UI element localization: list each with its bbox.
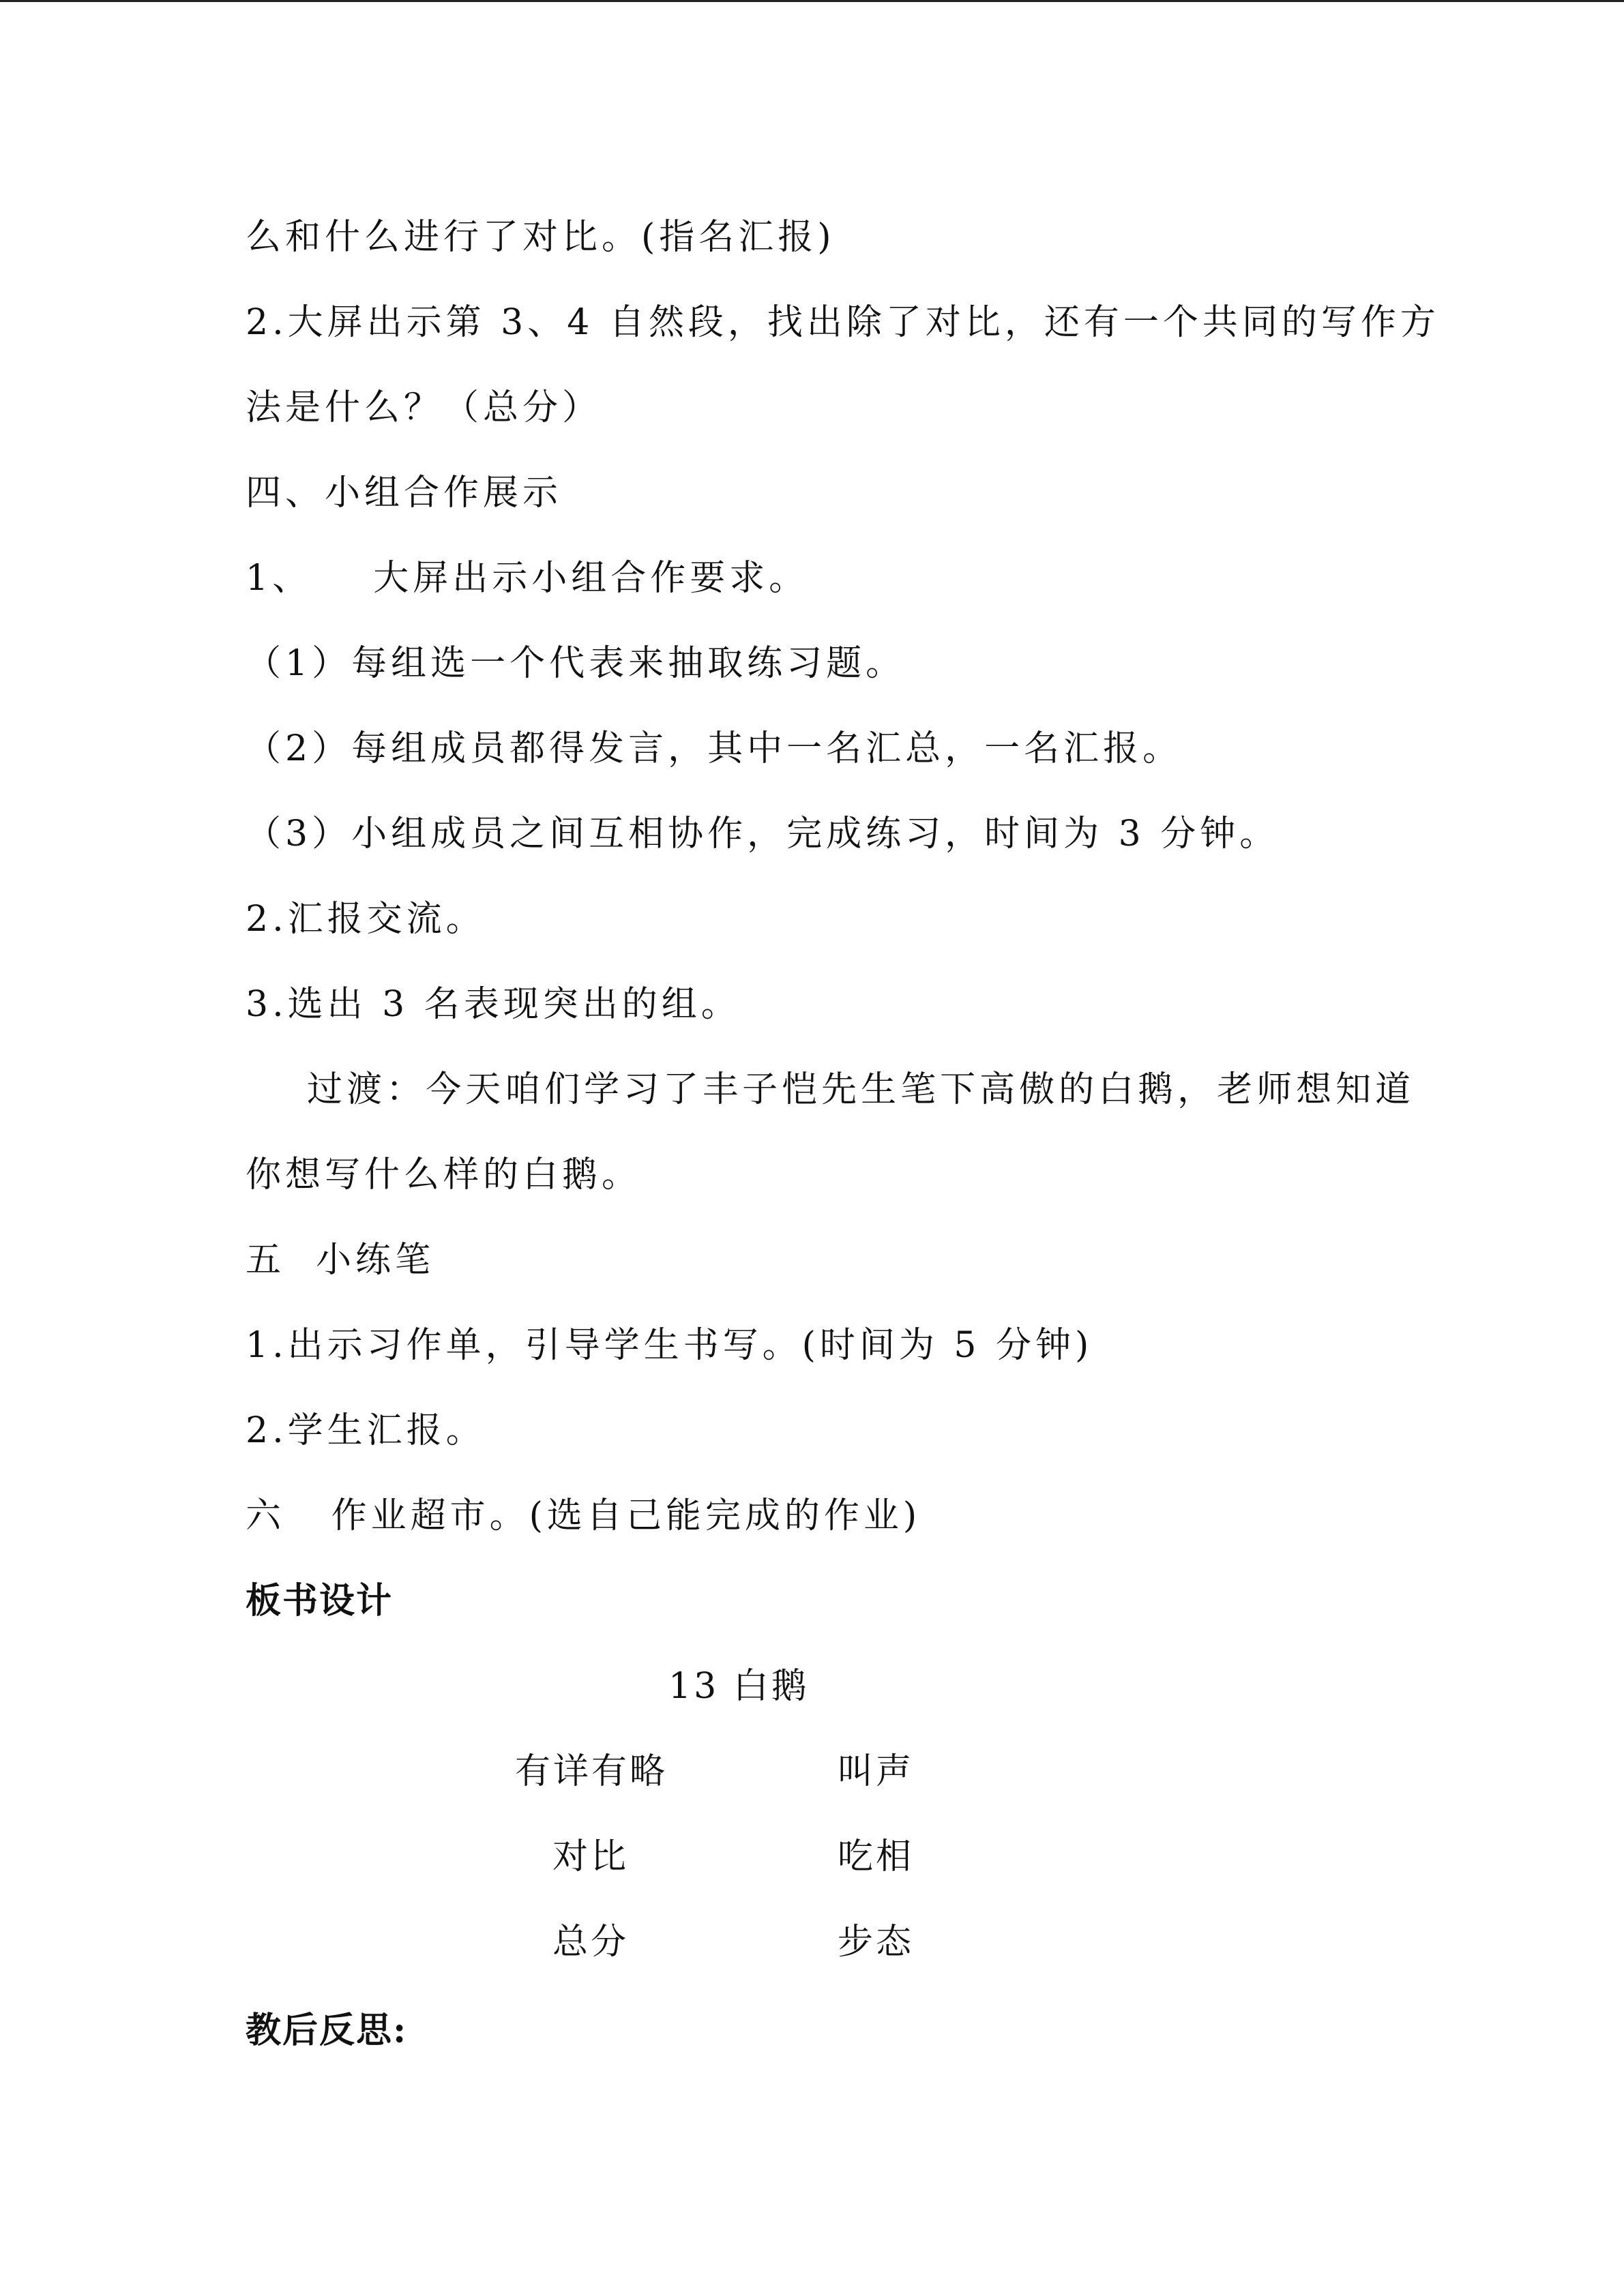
text-line-2: 2.大屏出示第 3、4 自然段，找出除了对比，还有一个共同的写作方 (246, 302, 1440, 343)
text-line-1: 么和什么进行了对比。(指名汇报) (246, 217, 836, 258)
board-left-item-3: 总分 (552, 1922, 630, 1963)
board-left-item-2: 对比 (552, 1836, 630, 1877)
board-right-item-2: 吃相 (838, 1836, 915, 1877)
section-heading-6: 六 作业超市。(选自己能完成的作业) (246, 1495, 921, 1536)
board-title: 13 白鹅 (668, 1666, 810, 1707)
board-left-item-1: 有详有略 (515, 1751, 668, 1792)
text-line-8: （3）小组成员之间互相协作，完成练习，时间为 3 分钟。 (246, 814, 1280, 854)
text-line-15: 2.学生汇报。 (246, 1410, 486, 1451)
text-line-9: 2.汇报交流。 (246, 899, 486, 940)
section-heading-4: 四、小组合作展示 (246, 473, 563, 513)
reflection-heading: 教后反思: (246, 2010, 408, 2051)
text-line-3: 法是什么？（总分） (246, 387, 602, 428)
text-line-12: 你想写什么样的白鹅。 (246, 1154, 642, 1195)
text-line-5: 1、 大屏出示小组合作要求。 (246, 558, 809, 599)
text-line-6: （1）每组选一个代表来抽取练习题。 (246, 643, 906, 684)
text-line-7: （2）每组成员都得发言，其中一名汇总，一名汇报。 (246, 728, 1183, 769)
text-line-11: 过渡：今天咱们学习了丰子恺先生笔下高傲的白鹅，老师想知道 (246, 1069, 1415, 1110)
board-design-heading: 板书设计 (246, 1580, 394, 1622)
text-line-10: 3.选出 3 名表现突出的组。 (246, 984, 741, 1025)
text-line-14: 1.出示习作单，引导学生书写。(时间为 5 分钟) (246, 1325, 1093, 1366)
top-border (0, 0, 1624, 2)
board-right-item-3: 步态 (838, 1922, 915, 1963)
board-right-item-1: 叫声 (838, 1751, 915, 1792)
section-heading-5: 五 小练笔 (246, 1240, 435, 1281)
